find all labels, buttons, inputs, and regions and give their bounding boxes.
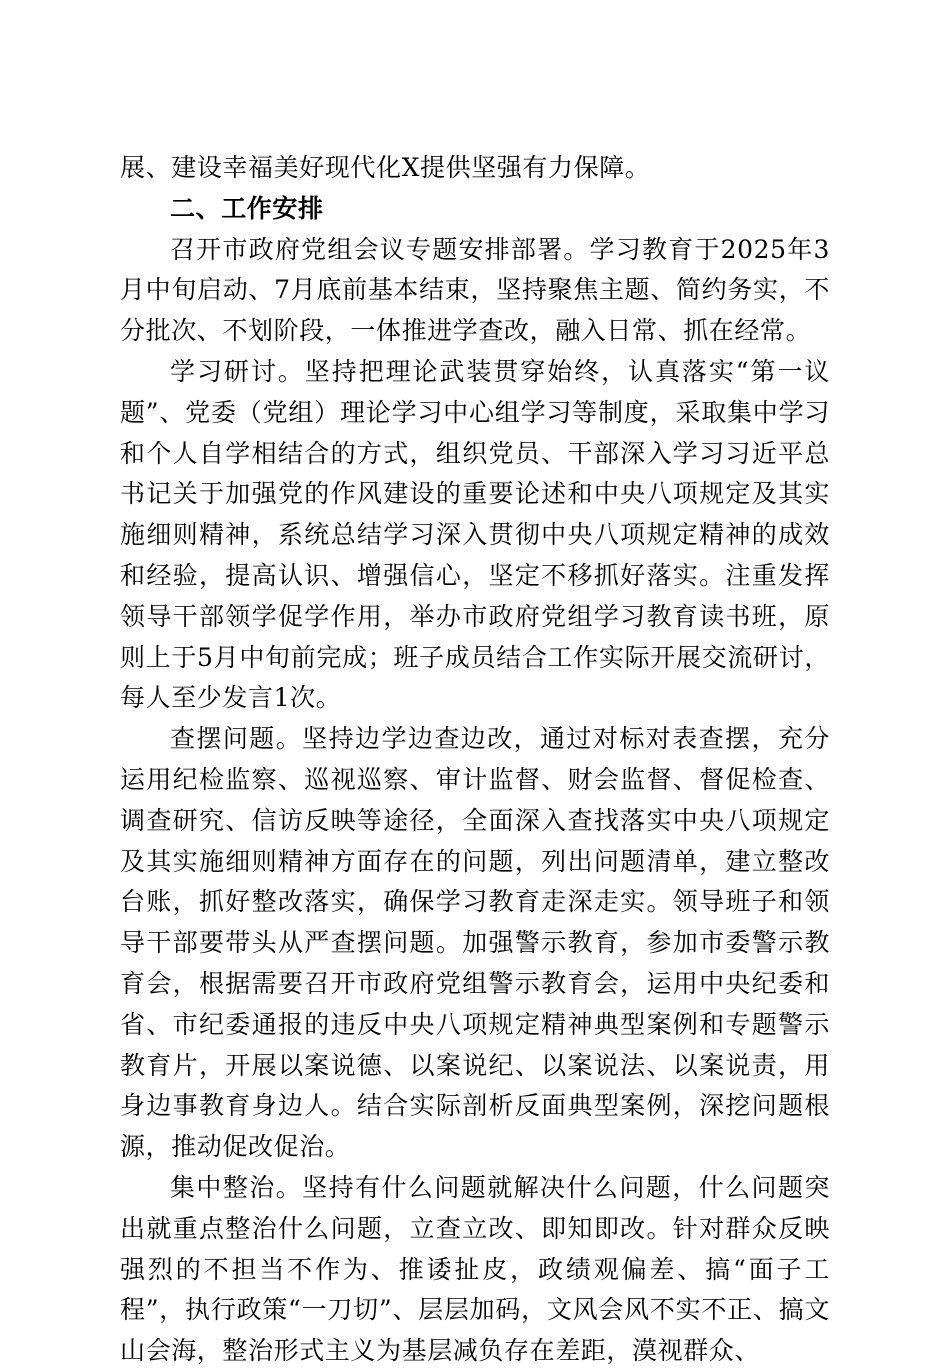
document-body [120,148,830,1372]
paragraph-concentrated-rectification: 集中整治。坚持有什么问题就解决什么问题，什么问题突出就重点整治什么问题，立查立改、即知即改。针对群众反映强烈的不担当不作为、推诿扯皮，政绩观偏差、搞“面子工程”，执行政策“一刀切”、层层加码，文风会风不实不正、搞文山会海，整治形式主义为基层减负存在差距，漠视群众、 [120,1172,830,1366]
section-heading-work-arrangement: 二、工作安排 [170,193,324,223]
paragraph-deployment: 召开市政府党组会议专题安排部署。学习教育于2025年3月中旬启动、7月底前基本结束，坚持聚焦主题、简约务实，不分批次、不划阶段，一体推进学查改，融入日常、抓在经常。 [120,234,830,346]
paragraph-continuation: 展、建设幸福美好现代化X提供坚强有力保障。 [120,153,651,182]
paragraph-problem-identification: 查摆问题。坚持边学边查边改，通过对标对表查摆，充分运用纪检监察、巡视巡察、审计监督、财会监督、督促检查、调查研究、信访反映等途径，全面深入查找落实中央八项规定及其实施细则精神方面存在的问题，列出问题清单，建立整改台账，抓好整改落实，确保学习教育走深走实。领导班子和领导干部要带头从严查摆问题。加强警示教育，参加市委警示教育会，根据需要召开市政府党组警示教育会，运用中央纪委和省、市纪委通报的违反中央八项规定精神典型案例和专题警示教育片，开展以案说德、以案说纪、以案说法、以案说责，用身边事教育身边人。结合实际剖析反面典型案例，深挖问题根源，推动促改促治。 [120,724,830,1162]
paragraph-study-discussion: 学习研讨。坚持把理论武装贯穿始终，认真落实“第一议题”、党委（党组）理论学习中心组学习等制度，采取集中学习和个人自学相结合的方式，组织党员、干部深入学习习近平总书记关于加强党的作风建设的重要论述和中央八项规定及其实施细则精神，系统总结学习深入贯彻中央八项规定精神的成效和经验，提高认识、增强信心，坚定不移抓好落实。注重发挥领导干部领学促学作用，举办市政府党组学习教育读书班，原则上于5月中旬前完成；班子成员结合工作实际开展交流研讨，每人至少发言1次。 [120,356,830,713]
